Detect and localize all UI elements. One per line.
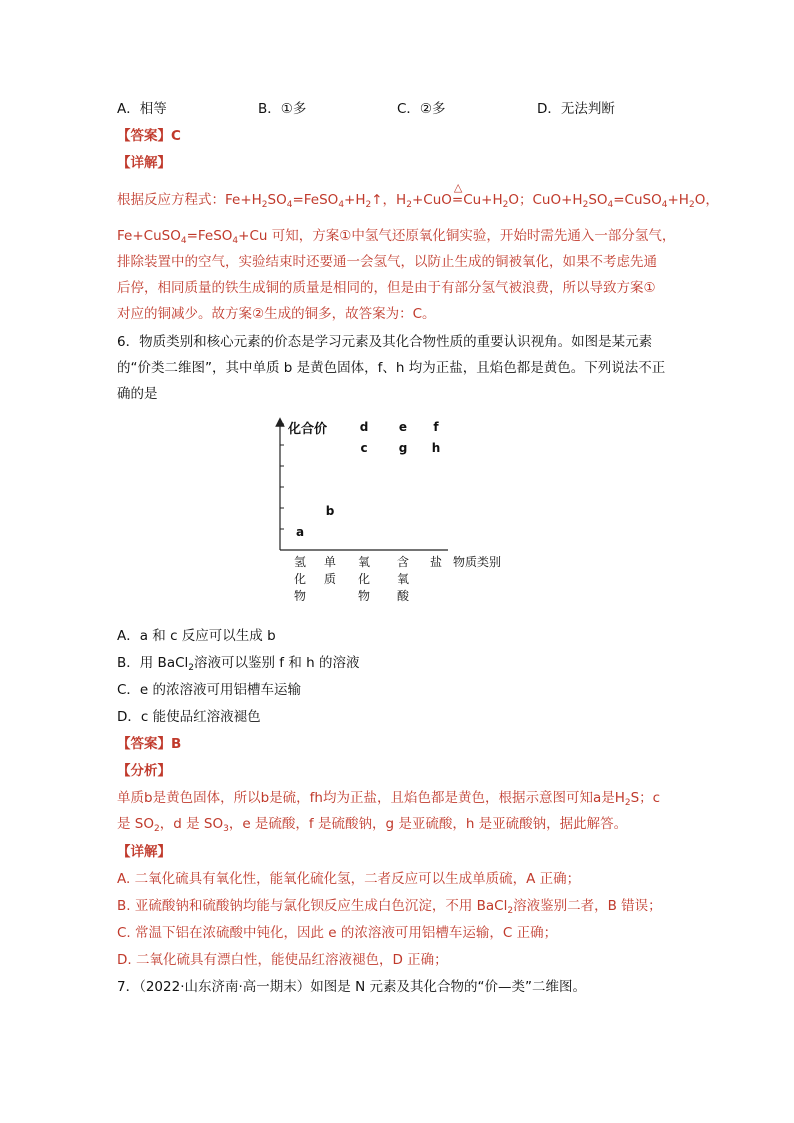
category-char: 物: [293, 589, 307, 603]
category-label: [358, 555, 370, 603]
q6-detail-b: B. 亚硫酸钠和硫酸钠均能与氯化钡反应生成白色沉淀，不用 BaCl$_2$溶液鉴别二者，B 错误；: [117, 898, 662, 916]
point-f: f: [433, 420, 439, 434]
q5-detail-line-3: 排除装置中的空气，实验结束时还要通一会氢气，以防止生成的铜被氧化，如果不考虑先通: [117, 254, 657, 270]
q5-equation-line: 根据反应方程式：$Fe+H_2SO_4=FeSO_4+H_2↑$，$H_2+CuO$ △ $=Cu+H_2O$；$CuO+H_2SO_4=CuSO_4+H_2O$，: [117, 181, 719, 210]
category-labels: [294, 554, 442, 603]
point-g: g: [398, 441, 408, 455]
q5-detail-line-2: Fe+CuSO$_4$=FeSO$_4$+Cu 可知，方案①中氢气还原氧化铜实验，开始时需先通入一部分氢气，: [117, 228, 676, 246]
q6-answer: 【答案】B: [117, 736, 182, 752]
q5-detail-line-4: 后停，相同质量的铁生成铜的质量是相同的，但是由于有部分氢气被浪费，所以导致方案①: [117, 280, 656, 296]
q6-option-b: B．用 BaCl$_2$溶液可以鉴别 f 和 h 的溶液: [117, 655, 360, 673]
category-char: 氧: [396, 572, 410, 586]
q5-option-b: B．①多: [258, 101, 307, 117]
q6-option-c: C．e 的浓溶液可用铝槽车运输: [117, 682, 302, 698]
valence-class-chart: [250, 410, 550, 610]
category-char: 化: [293, 572, 307, 586]
q6-analysis-title: 【分析】: [117, 763, 171, 779]
q6-option-d: D．c 能使品红溶液褪色: [117, 709, 261, 725]
q5-option-d: D．无法判断: [537, 101, 615, 117]
q6-detail-title: 【详解】: [117, 844, 171, 860]
point-c: c: [360, 441, 368, 455]
data-points: [296, 420, 440, 539]
q5-option-c: C．②多: [397, 101, 446, 117]
q5-detail-line-5: 对应的铜减少。故方案②生成的铜多，故答案为：C。: [117, 306, 436, 322]
q6-stem-line-2: 的“价类二维图”，其中单质 b 是黄色固体，f、h 均为正盐，且焰色都是黄色。下列说法不正: [117, 360, 666, 376]
q7-stem: 7．（2022·山东济南·高一期末）如图是 N 元素及其化合物的“价—类”二维图。: [117, 979, 586, 995]
category-char: 单: [323, 555, 337, 569]
category-char: 化: [357, 572, 371, 586]
x-axis-label: 物质类别: [453, 555, 502, 569]
category-char: 物: [357, 589, 371, 603]
point-b: b: [325, 504, 335, 518]
q6-analysis-line-2: 是 $SO_2$，d 是 $SO_3$，e 是硫酸，f 是硫酸钠，g 是亚硫酸，h 是亚硫酸钠，据此解答。: [117, 816, 628, 834]
point-e: e: [398, 420, 408, 434]
category-char: 含: [396, 555, 410, 569]
heat-condition: △ =: [451, 181, 464, 208]
q5-detail-title: 【详解】: [117, 155, 171, 171]
category-char: 酸: [396, 589, 410, 603]
q6-detail-c: C. 常温下铝在浓硫酸中钝化，因此 e 的浓溶液可用铝槽车运输，C 正确；: [117, 925, 558, 941]
category-char: 氢: [293, 555, 307, 569]
q5-answer: 【答案】C: [117, 128, 181, 144]
point-a: a: [295, 525, 305, 539]
q6-option-a: A．a 和 c 反应可以生成 b: [117, 628, 276, 644]
category-label: [430, 554, 442, 569]
category-label: [294, 555, 306, 603]
q6-analysis-line-1: 单质b是黄色固体，所以b是硫，fh均为正盐，且焰色都是黄色，根据示意图可知a是$H_2S$；c: [117, 790, 661, 808]
category-char: 盐: [429, 555, 443, 569]
q5-option-a: A．相等: [117, 101, 167, 117]
y-ticks: [280, 424, 284, 529]
category-label: [324, 555, 336, 586]
point-h: h: [431, 441, 441, 455]
q6-detail-d: D. 二氧化硫具有漂白性，能使品红溶液褪色，D 正确；: [117, 952, 448, 968]
q6-detail-a: A. 二氧化硫具有氧化性，能氧化硫化氢，二者反应可以生成单质硫，A 正确；: [117, 871, 581, 887]
category-char: 质: [323, 572, 337, 586]
category-label: [397, 555, 410, 603]
q6-stem-line-1: 6．物质类别和核心元素的价态是学习元素及其化合物性质的重要认识视角。如图是某元素: [117, 334, 653, 350]
category-char: 氧: [357, 555, 371, 569]
y-axis-label: 化合价: [288, 422, 328, 437]
q6-stem-line-3: 确的是: [117, 386, 158, 402]
point-d: d: [359, 420, 369, 434]
